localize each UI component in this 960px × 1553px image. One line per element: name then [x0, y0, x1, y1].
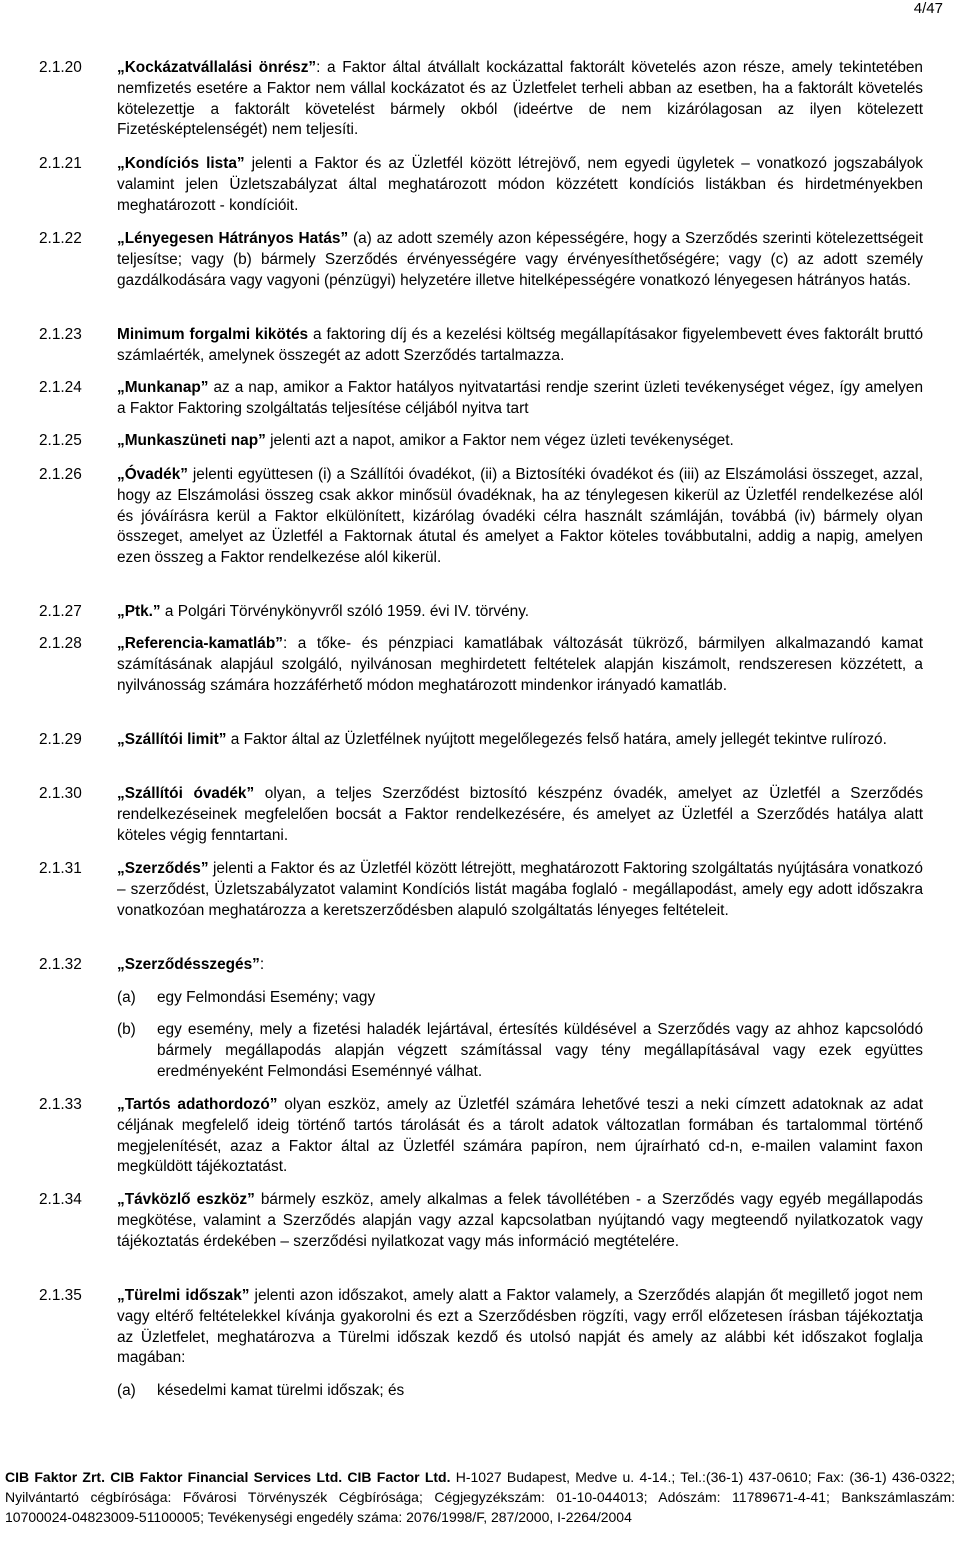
definition-text: jelenti azon időszakot, amely alatt a Faktor valamely, a Szerződés alapján őt megillető jogot nem vagy eltérő feltételekkel kívánja gyakorolni és ezt a Szerződésben rögzíti, vagy erről előzetesen írásban tájékoztatja az Üzletfelet, meghatározva a Türelmi időszak kezdő és utolsó napját és amely az alábbi két időszakot foglalja magában: — [117, 1287, 923, 1367]
clause-number: 2.1.33 — [39, 1096, 82, 1113]
footer-company-name-alt: CIB Factor Ltd. — [347, 1469, 451, 1485]
clause-number: 2.1.25 — [39, 432, 82, 449]
defined-term: „Óvadék” — [117, 466, 189, 483]
clause-body — [117, 730, 923, 751]
defined-term: „Referencia-kamatláb” — [117, 635, 283, 652]
clause-body — [117, 859, 923, 921]
clause-number: 2.1.28 — [39, 635, 82, 652]
clause-number: 2.1.20 — [39, 59, 82, 76]
definition-text: : a tőke- és pénzpiaci kamatlábak változását tükröző, bármilyen alkalmazandó kamat számításának alapjául szolgáló, nyilvánosan meghirdetett feltételek alapján kiszámolt, rendszeresen közzétett, a nyilvánosság számára hozzáférhető módon meghatározott mindenkor irányadó kamatláb. — [117, 635, 923, 694]
clause-number: 2.1.21 — [39, 155, 82, 172]
defined-term: „Távközlő eszköz” — [117, 1191, 255, 1208]
definition-text: olyan eszköz, amely az Üzletfél számára lehetővé teszi a neki címzett adatoknak az adat céljának megfelelő ideig történő tartós tárolását és a tárolt adatok változatlan formában és tartalommal történő megjelenítését, azaz a Faktor által az Üzletfél számára papíron, nem újraírható cd-n, e-mailen valamint faxon megküldött tájékoztatást. — [117, 1096, 924, 1176]
clause-body — [117, 58, 923, 141]
clause-number: 2.1.23 — [39, 326, 82, 343]
clause-body — [117, 1095, 923, 1178]
clause-body — [117, 784, 923, 846]
clause-number: 2.1.29 — [39, 731, 82, 748]
page-number: 4/47 — [913, 0, 943, 17]
footer-company-name: CIB Faktor Zrt. — [5, 1469, 105, 1485]
clause-number: 2.1.35 — [39, 1287, 82, 1304]
clause-number: 2.1.30 — [39, 785, 82, 802]
defined-term: „Szerződés” — [117, 860, 209, 877]
clause-body — [117, 229, 923, 291]
clause-number: 2.1.22 — [39, 230, 82, 247]
clause-body — [117, 465, 923, 569]
clause-body — [117, 955, 923, 976]
footer-company-name-en: CIB Faktor Financial Services Ltd. — [110, 1469, 343, 1485]
defined-term: „Tartós adathordozó” — [117, 1096, 278, 1113]
definition-text: (a) az adott személy azon képességére, hogy a Szerződés szerinti kötelezettségeit teljesítse; vagy (b) bármely Szerződés érvényességére vagy érvényesíthetőségére; vagy (c) az adott személy gazdálkodására vagy vagyoni (pénzügyi) helyzetére illetve hitelképességére vonatkozó lényegesen hátrányos hatás. — [117, 230, 923, 289]
defined-term: „Kockázatvállalási önrész” — [117, 59, 317, 76]
clause-number: 2.1.27 — [39, 603, 82, 620]
definition-text: jelenti együttesen (i) a Szállítói óvadékot, (ii) a Biztosítéki óvadékot és (iii) az Elszámolási összeget, azzal, hogy az Elszámolási összeg csak akkor minősül óvadéknak, ha az ténylegesen kikerül az Üzletfél rendelkezése alól és jóváírásra kerül a Faktor elkülönített, kizárólag óvadéki célra használt számláján, továbbá (iv) bármely olyan összeget, amelyet az Üzletfél a Faktornak átutal és amelyet a Faktor köteles továbbutalni, addig a napig, amelyen ezen összeg a Faktor rendelkezése alól kikerül. — [117, 466, 923, 567]
definition-text: az a nap, amikor a Faktor hatályos nyitvatartási rendje szerint üzleti tevékenységet végez, így amelyen a Faktor Faktoring szolgáltatás teljesítése céljából nyitva tart — [117, 379, 923, 417]
clause-body — [117, 431, 923, 452]
definition-text: a Faktor által az Üzletfélnek nyújtott megelőlegezés felső határa, amely jellegét tekintve rulírozó. — [226, 731, 887, 748]
defined-term: „Türelmi időszak” — [117, 1287, 250, 1304]
sub-item-label: (b) — [117, 1021, 136, 1038]
clause-number: 2.1.26 — [39, 466, 82, 483]
definition-text: jelenti a Faktor és az Üzletfél között létrejött, meghatározott Faktoring szolgáltatás nyújtására vonatkozó – szerződést, Üzletszabályzatot valamint Kondíciós listát magába foglaló - megállapodást, amely egy adott időszakra vonatkozóan meghatározza a keretszerződésben alapuló szolgáltatás lényeges feltételeit. — [117, 860, 923, 919]
clause-body — [117, 602, 923, 623]
definition-text: jelenti azt a napot, amikor a Faktor nem végez üzleti tevékenységet. — [265, 432, 734, 449]
definition-text: : — [259, 956, 265, 973]
definition-text: a faktoring díj és a kezelési költség megállapításakor figyelembevett éves faktorált bruttó számlaérték, amelynek összegét az adott Szerződés tartalmazza. — [117, 326, 923, 364]
sub-item-text: egy Felmondási Esemény; vagy — [157, 989, 376, 1006]
clause-body — [117, 1190, 923, 1252]
definition-text: : a Faktor által átvállalt kockázattal faktorált követelés azon része, amely tekintetében nemfizetés esetére a Faktor nem vállal kockázatot és az Üzletfelet terheli abban az esetben, ha a faktorált követelés kötelezettje a faktorált követelést bármely okból (ideértve de nem kizárólagosan az ilyen kötelezett Fizetésképtelenségét) nem teljesíti. — [117, 59, 923, 139]
sub-item-label: (a) — [117, 1382, 136, 1399]
clause-number: 2.1.32 — [39, 956, 82, 973]
clause-number: 2.1.31 — [39, 860, 82, 877]
defined-term: „Munkanap” — [117, 379, 209, 396]
defined-term: „Lényegesen Hátrányos Hatás” — [117, 230, 349, 247]
defined-term: „Szállítói limit” — [117, 731, 227, 748]
defined-term: „Kondíciós lista” — [117, 155, 245, 172]
definition-text: jelenti a Faktor és az Üzletfél között létrejövő, nem egyedi ügyletek – vonatkozó jogszabályok valamint jelen Üzletszabályzat által meghatározott módon közzétett kondíciós listákban és hirdetményekben meghatározott - kondícióit. — [117, 155, 923, 214]
defined-term: „Szállítói óvadék” — [117, 785, 255, 802]
sub-item-text: egy esemény, mely a fizetési haladék lejártával, értesítés küldésével a Szerződés vagy az ahhoz kapcsolódó bármely megállapodás alapján végzett számítással vagy tény megállapításával vagy ezek együttes eredményeként Felmondási Eseménnyé válhat. — [157, 1021, 923, 1080]
clause-body — [117, 378, 923, 420]
footer-company-details: H-1027 Budapest, Medve u. 4-14.; Tel.:(36-1) 437-0610; Fax: (36-1) 436-0322; Nyilvántartó cégbírósága: Fővárosi Törvényszék Cégbírósága; Cégjegyzékszám: 01-10-044013; Adószám: 11789671-4-41; Bankszámlaszám: 10700024-04823009-51100005; Tevékenységi engedély száma: 2076/1998/F, 287/2000, I-2264/2004 — [5, 1469, 956, 1525]
clause-number: 2.1.34 — [39, 1191, 82, 1208]
definition-text: a Polgári Törvénykönyvről szóló 1959. évi IV. törvény. — [160, 603, 530, 620]
defined-term: „Szerződésszegés” — [117, 956, 260, 973]
definition-text: bármely eszköz, amely alkalmas a felek távollétében - a Szerződés vagy egyéb megállapodás megkötése, valamint a Szerződés alapján vagy azzal kapcsolatban nyújtandó vagy megteendő nyilatkozatok vagy tájékoztatás érdekében – szerződési nyilatkozat vagy más információ megtételére. — [117, 1191, 923, 1250]
page-footer — [5, 1468, 955, 1527]
definition-text: olyan, a teljes Szerződést biztosító készpénz óvadék, amelyet az Üzletfél a Szerződés rendelkezéseinek megfelelően bocsát a Faktor rendelkezésére, és amelyet az Üzletfél a Szerződés hatálya alatt köteles végig fenntartani. — [117, 785, 924, 844]
clause-body — [117, 1286, 923, 1369]
defined-term: „Munkaszüneti nap” — [117, 432, 266, 449]
defined-term: Minimum forgalmi kikötés — [117, 326, 309, 343]
defined-term: „Ptk.” — [117, 603, 161, 620]
sub-item-label: (a) — [117, 989, 136, 1006]
clause-body — [117, 634, 923, 696]
clause-body — [117, 154, 923, 216]
clause-body — [117, 325, 923, 367]
clause-number: 2.1.24 — [39, 379, 82, 396]
sub-item-text: késedelmi kamat türelmi időszak; és — [157, 1382, 405, 1399]
